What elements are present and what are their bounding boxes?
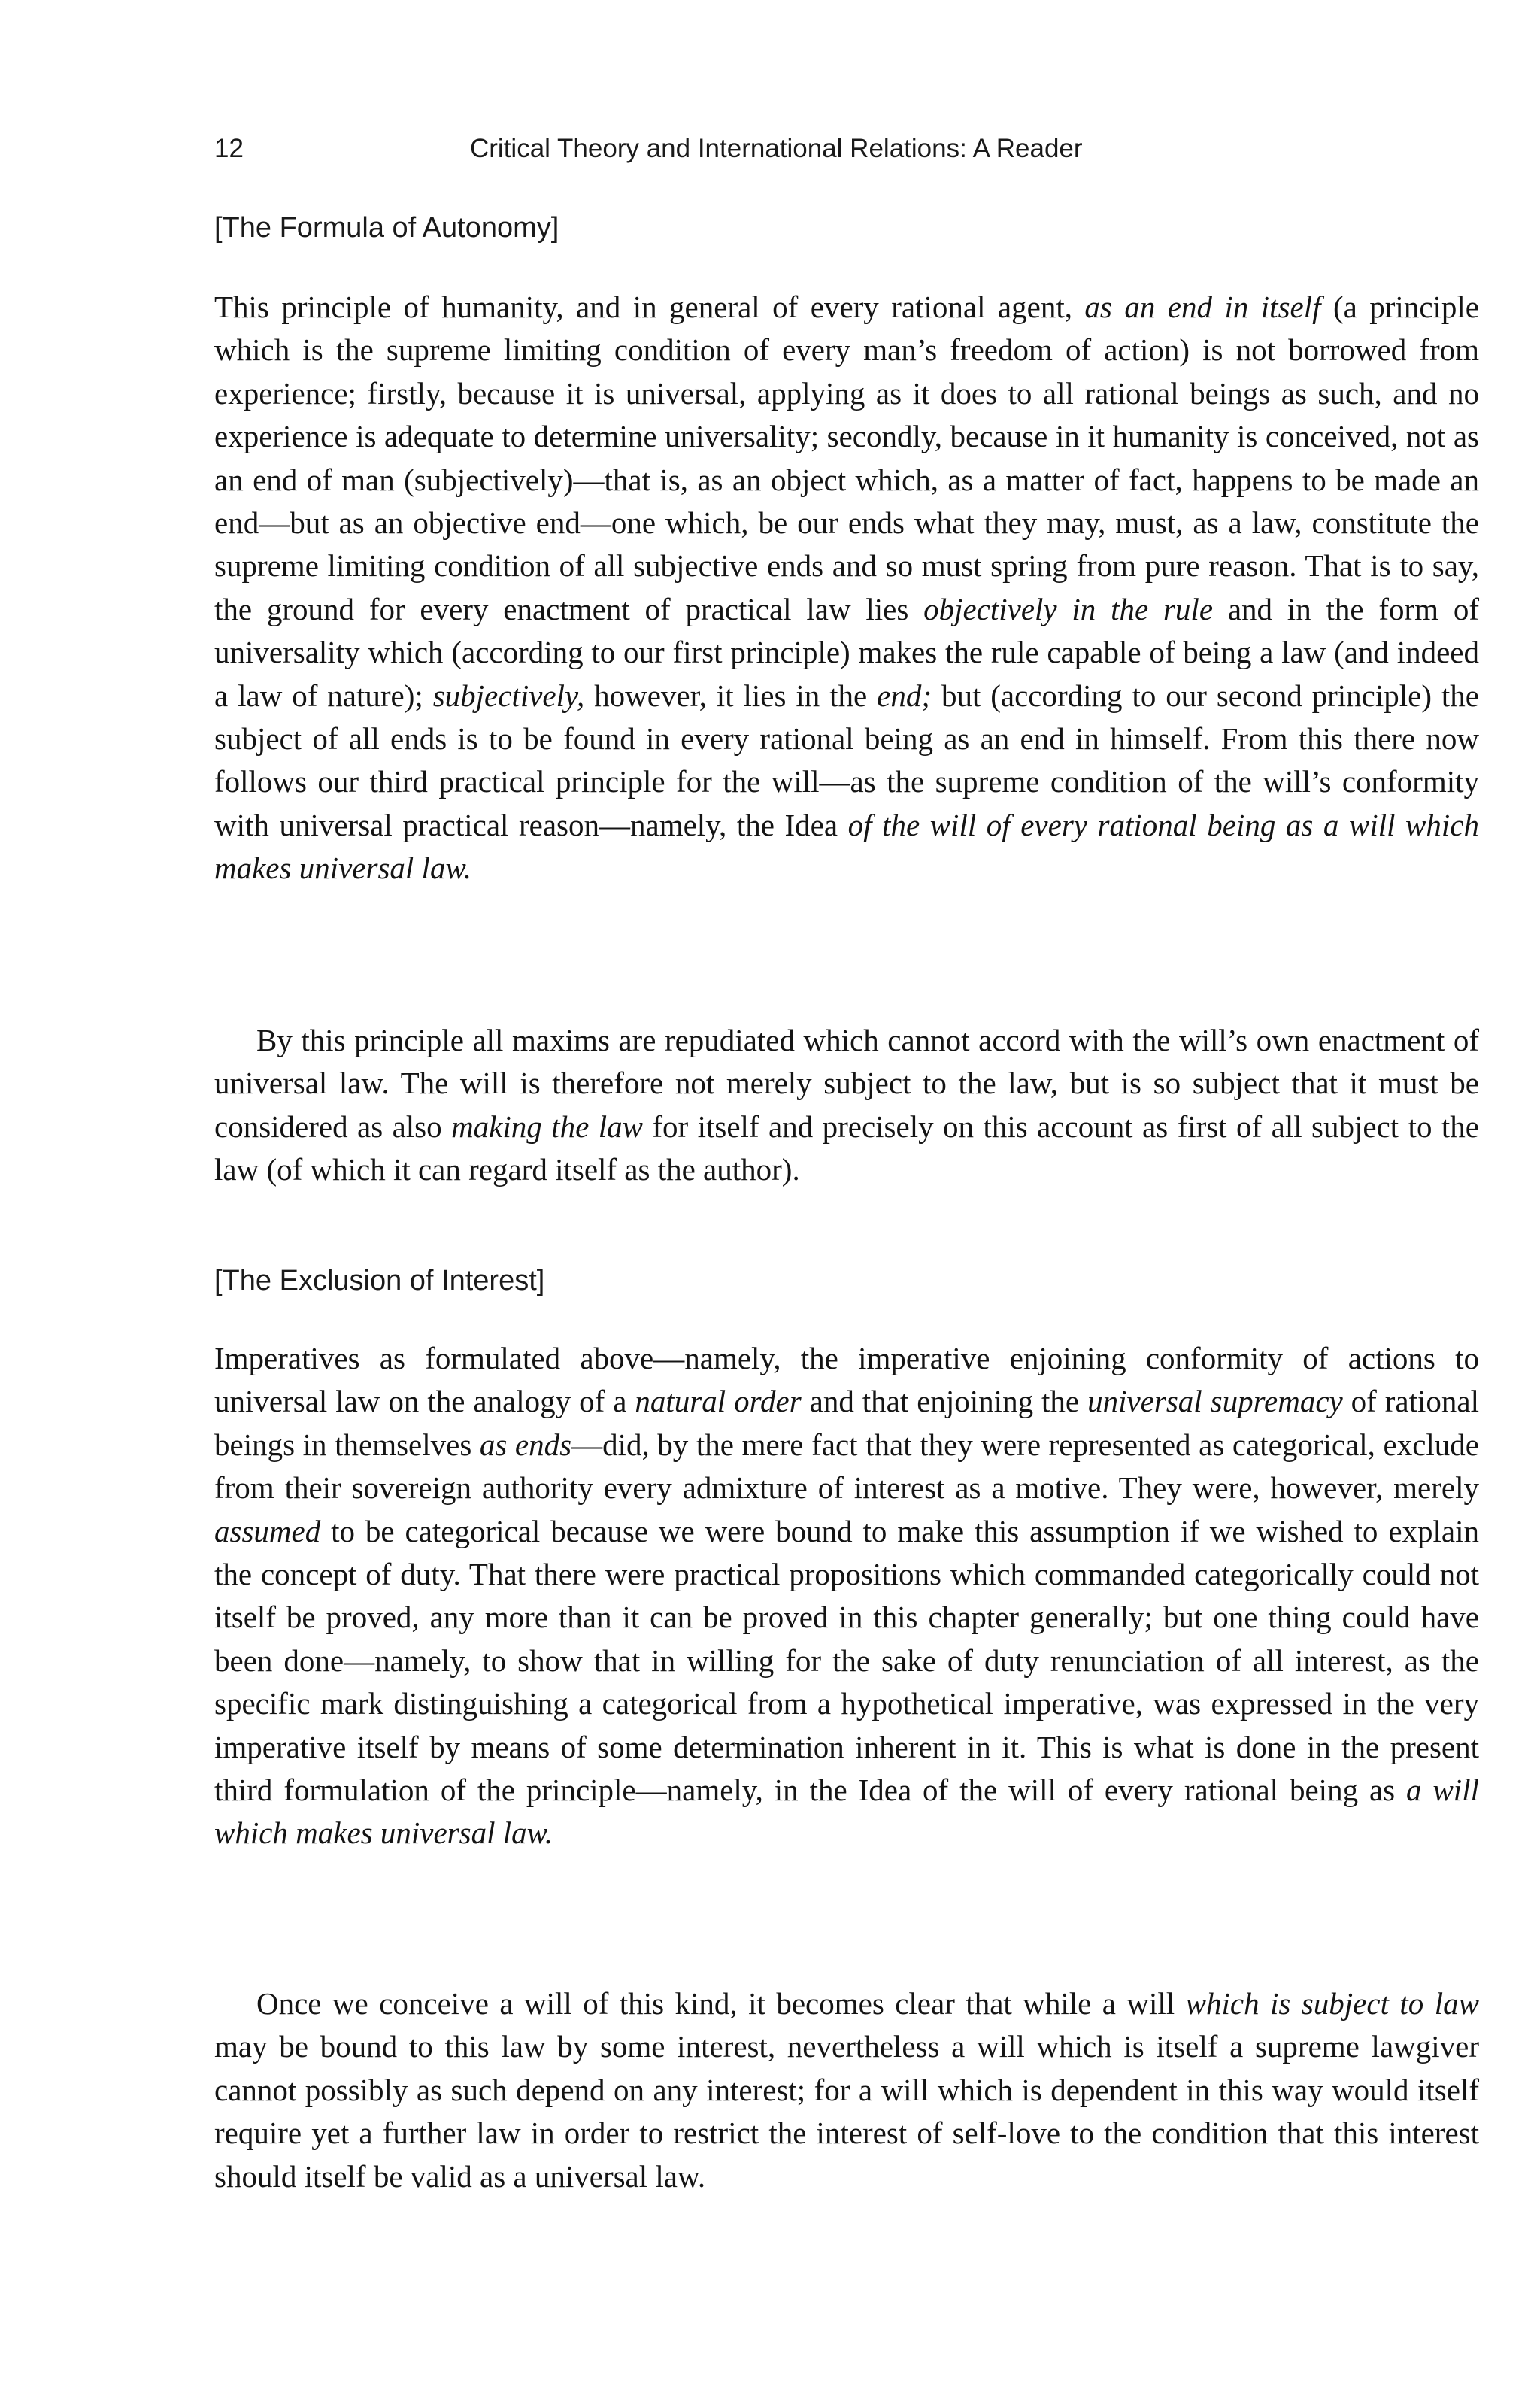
italic-run: objectively in the rule — [923, 591, 1214, 626]
italic-run: of the will of every rational being as a will which makes universal law. — [214, 807, 1479, 886]
text-run: to be categorical because we were bound to make this assumption if we wished to explain the concept of duty. That there were practical propositions which commanded categorically could not itself be proved, any more than it can be proved in this chapter generally; but one thing could have been done—namely, to show that in willing for the sake of duty renunciation of all interest, as the specific mark distinguishing a categorical from a hypothetical imperative, was expressed in the very imperative itself by means of some determination inherent in it. This is what is done in the present third formulation of the principle—namely, in the Idea of the will of every rational being as — [214, 1513, 1479, 1808]
italic-run: which is subject to law — [1185, 1986, 1479, 2021]
running-title: Critical Theory and International Relations: A Reader — [470, 134, 1083, 163]
italic-run: end; — [877, 678, 932, 713]
italic-run: assumed — [214, 1513, 321, 1548]
text-run: By this principle all maxims are repudiated which cannot accord with the will’s own enactment of universal law. The will is therefore not merely subject to the law, but is so subject that it must be considered as also — [214, 1023, 1479, 1144]
section-heading-exclusion-of-interest: [The Exclusion of Interest] — [214, 1265, 545, 1297]
italic-run: as ends — [479, 1427, 572, 1462]
text-run: of rational beings in themselves — [214, 1384, 1479, 1462]
italic-run: subjectively, — [432, 678, 585, 713]
page-number: 12 — [214, 134, 244, 163]
italic-run: universal supremacy — [1087, 1384, 1343, 1419]
paragraph — [214, 1019, 1479, 1192]
text-run: and that enjoining the — [801, 1384, 1088, 1419]
text-run: however, it lies in the — [584, 678, 878, 713]
text-run: This principle of humanity, and in general of every rational agent, — [214, 290, 1085, 324]
italic-run: natural order — [635, 1384, 802, 1419]
paragraph — [214, 286, 1479, 890]
italic-run: making the law — [451, 1109, 643, 1144]
italic-run: a will which makes universal law. — [214, 1773, 1479, 1851]
text-run: may be bound to this law by some interest, nevertheless a will which is itself a supreme lawgiver cannot possibly as such depend on any interest; for a will which is dependent in this way would itself require yet a further law in order to restrict the interest of self-love to the condition that this interest should itself be valid as a universal law. — [214, 2029, 1479, 2194]
text-run: —did, by the mere fact that they were represented as categorical, exclude from their sovereign authority every admixture of interest as a motive. They were, however, merely — [214, 1427, 1480, 1506]
text-run: but (according to our second principle) the subject of all ends is to be found in every rational being as an end in himself. From this there now follows our third practical principle for the will—as the supreme condition of the will’s conformity with universal practical reason—namely, the Idea — [214, 678, 1479, 842]
text-run: and in the form of universality which (according to our first principle) makes the rule capable of being a law (and indeed a law of nature); — [214, 591, 1480, 713]
paragraph — [214, 1982, 1479, 2198]
text-run: Once we conceive a will of this kind, it becomes clear that while a will — [256, 1986, 1186, 2021]
text-run: (a principle which is the supreme limiting condition of every man’s freedom of action) is not borrowed from experience; firstly, because it is universal, applying as it does to all rational beings as such, and no experience is adequate to determine universality; secondly, because in it humanity is conceived, not as an end of man (subjectively)—that is, as an object which, as a matter of fact, happens to be made an end—but as an objective end—one which, be our ends what they may, must, as a law, constitute the supreme limiting condition of all subjective ends and so must spring from pure reason. That is to say, the ground for every enactment of practical law lies — [214, 290, 1479, 626]
paragraph — [214, 1337, 1479, 1855]
text-run: Imperatives as formulated above—namely, the imperative enjoining conformity of actions to universal law on the analogy of a — [214, 1341, 1479, 1419]
section-heading-autonomy: [The Formula of Autonomy] — [214, 212, 559, 244]
text-run: for itself and precisely on this account as first of all subject to the law (of which it can regard itself as the author). — [214, 1109, 1479, 1187]
italic-run: as an end in itself — [1084, 290, 1321, 324]
